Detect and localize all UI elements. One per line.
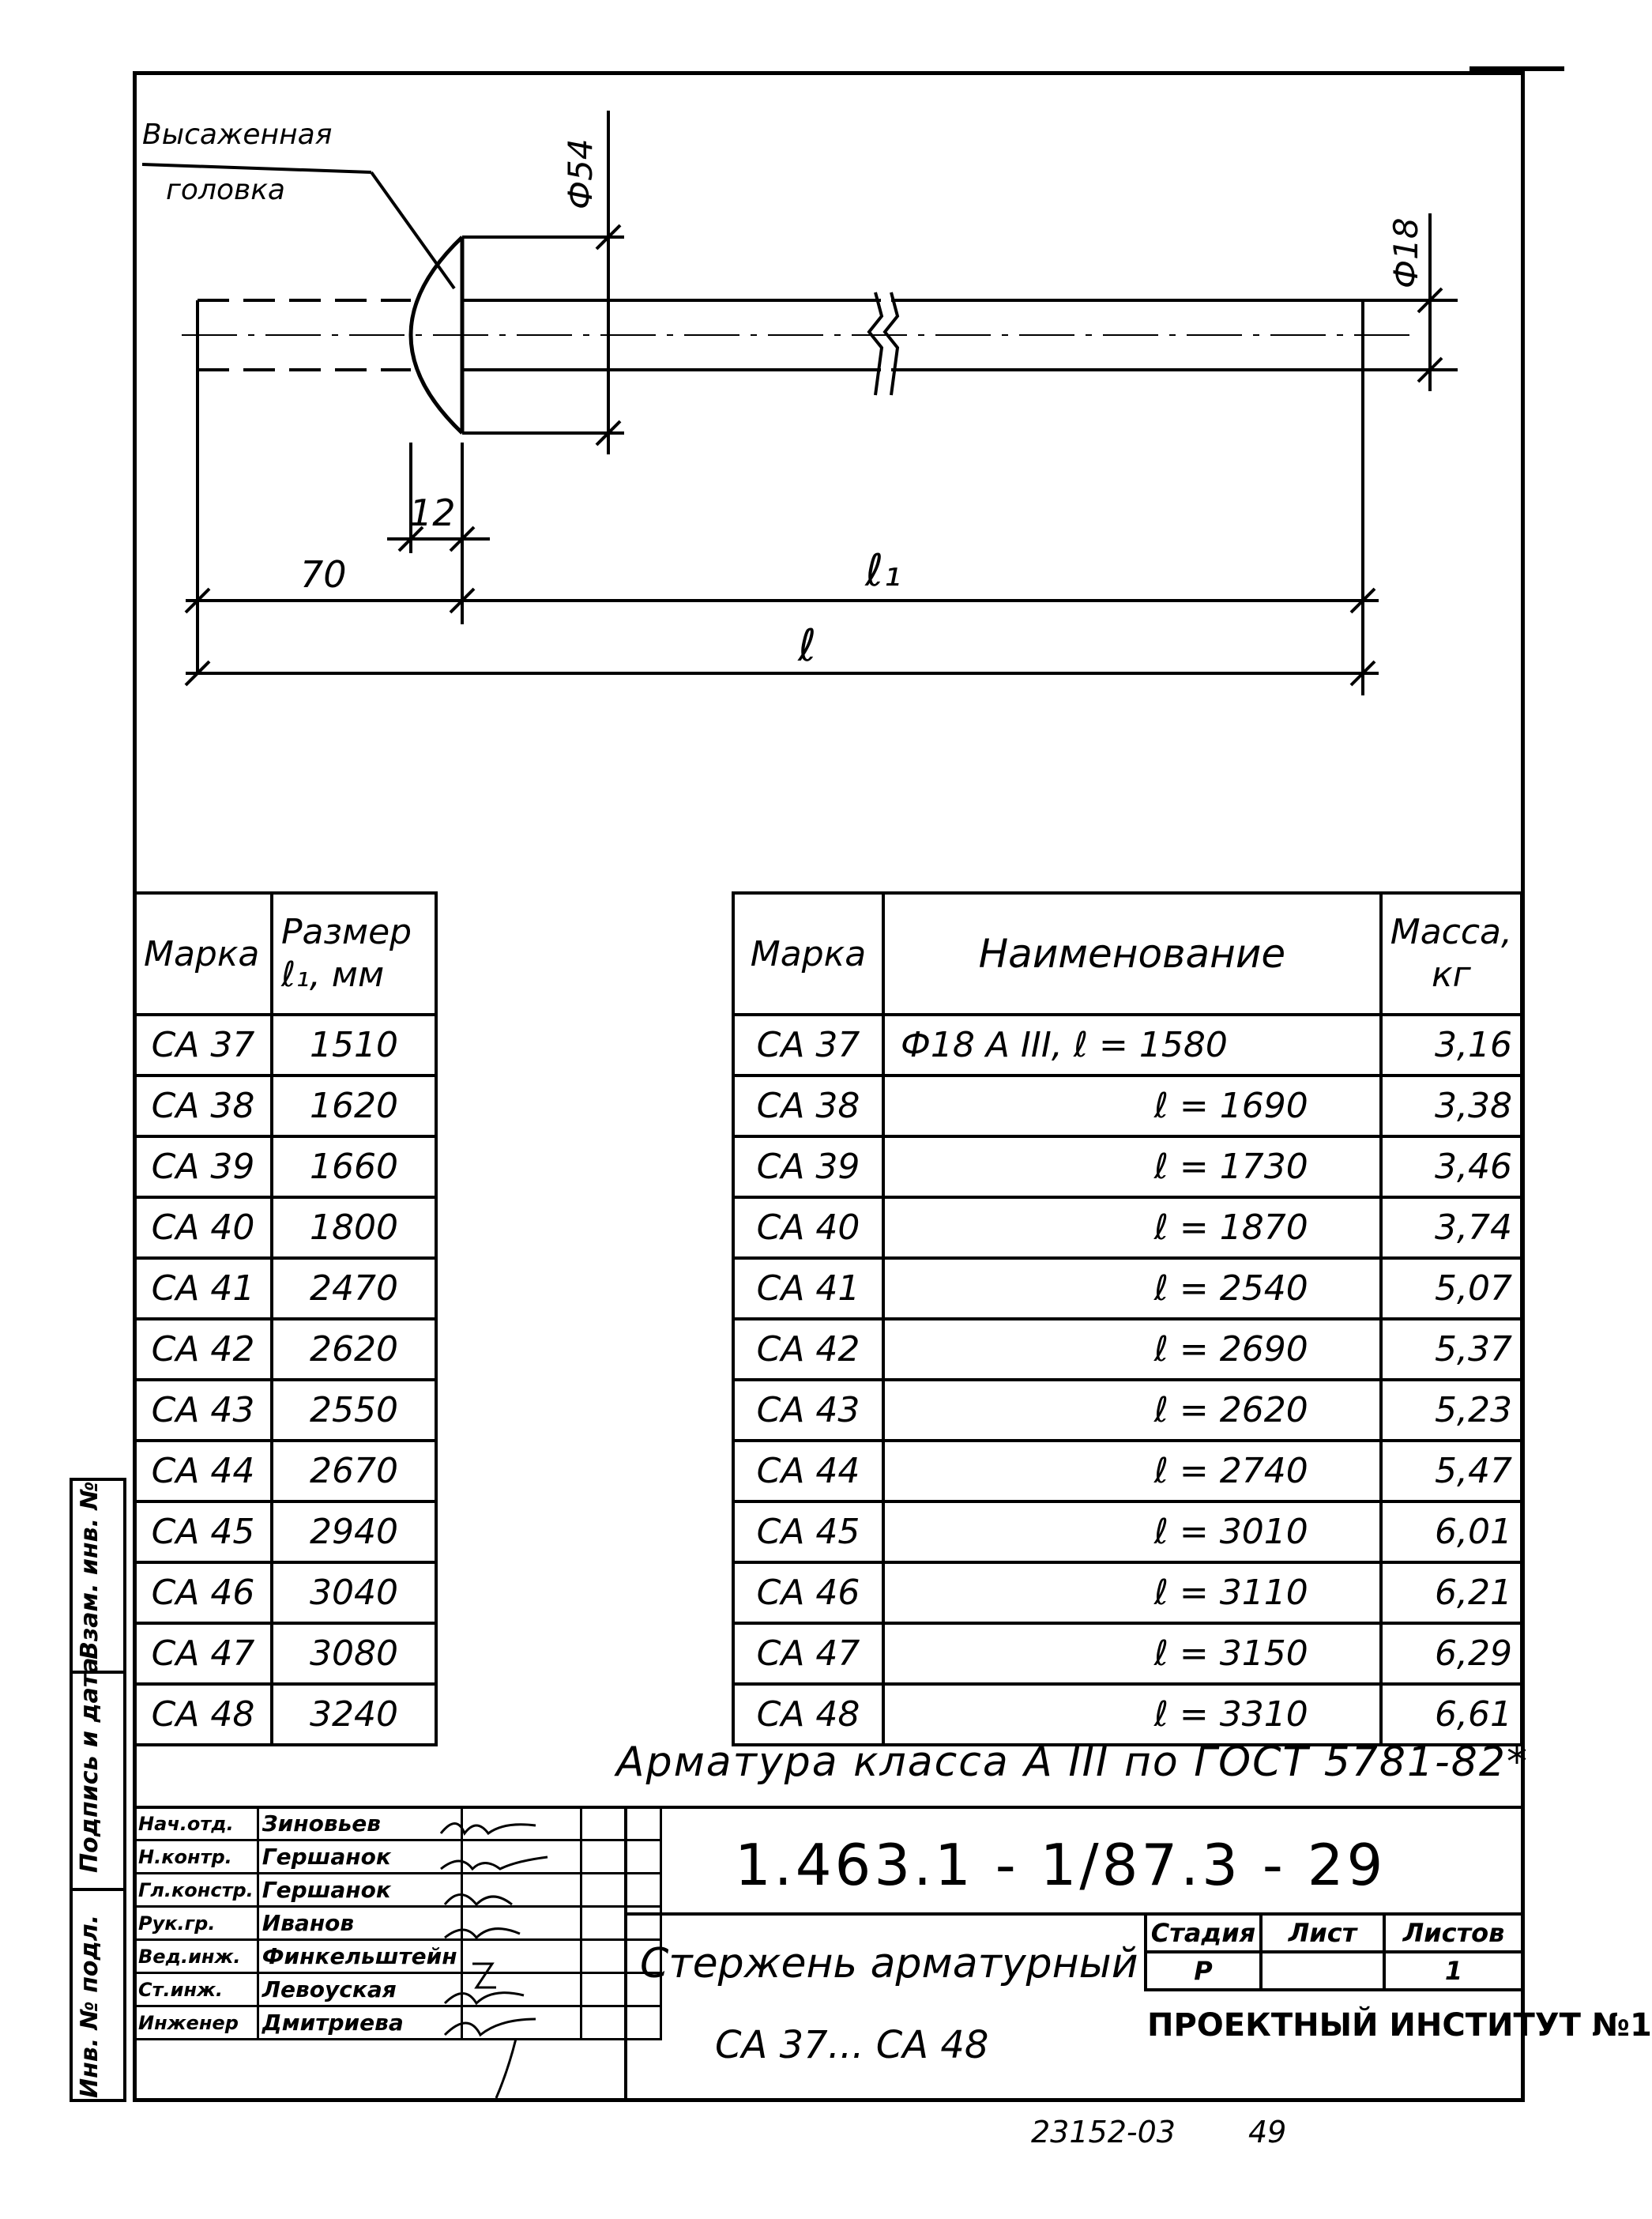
spec-mass: 3,38	[1381, 1076, 1522, 1136]
spec-mark: СА 39	[733, 1136, 883, 1197]
dim-head-diameter: Ф54	[561, 138, 600, 209]
size-table	[133, 891, 438, 1746]
stage-value: Р	[1146, 1952, 1261, 1990]
spec-mass: 6,21	[1381, 1562, 1522, 1623]
spec-name: ℓ = 3110	[883, 1562, 1381, 1623]
size-table-header-size: Размер ℓ₁, мм	[272, 893, 436, 1015]
table-row	[733, 1258, 1522, 1319]
spec-name: ℓ = 2540	[883, 1258, 1381, 1319]
size-value: 3080	[272, 1623, 436, 1684]
spec-mass: 6,29	[1381, 1623, 1522, 1684]
size-value: 1660	[272, 1136, 436, 1197]
size-mark: СА 45	[134, 1501, 272, 1562]
spec-name: ℓ = 3150	[883, 1623, 1381, 1684]
sheet-value	[1261, 1952, 1384, 1990]
table-row	[134, 1076, 436, 1136]
table-row	[733, 1380, 1522, 1441]
signature-table	[133, 1806, 662, 2040]
dim-bar-diameter: Ф18	[1387, 217, 1425, 288]
leader-label-line2: головка	[166, 174, 285, 206]
spec-mass: 6,61	[1381, 1684, 1522, 1745]
size-value: 2940	[272, 1501, 436, 1562]
size-value: 1800	[272, 1197, 436, 1258]
signature-name: Гершанок	[258, 1874, 461, 1907]
footer-number: 23152-03	[1031, 2115, 1176, 2149]
table-row	[733, 1562, 1522, 1623]
stage-table	[1144, 1912, 1525, 1991]
spec-mark: СА 46	[733, 1562, 883, 1623]
spec-mark: СА 38	[733, 1076, 883, 1136]
spec-mark: СА 48	[733, 1684, 883, 1745]
signature-name: Гершанок	[258, 1840, 461, 1874]
sheets-header: Листов	[1384, 1914, 1523, 1952]
margin-label-inventory: Инв. № подл.	[76, 1914, 103, 2098]
signature-row	[134, 2006, 661, 2040]
table-row	[134, 1623, 436, 1684]
size-mark: СА 40	[134, 1197, 272, 1258]
size-mark: СА 48	[134, 1684, 272, 1745]
margin-label-signature-date: Подпись и дата	[76, 1657, 103, 1873]
signature-name: Финкельштейн	[258, 1940, 461, 1973]
table-row	[733, 1136, 1522, 1197]
signature-name: Зиновьев	[258, 1807, 461, 1840]
spec-table-header-mass: Масса, кг	[1381, 893, 1522, 1015]
spec-mark: СА 43	[733, 1380, 883, 1441]
table-row	[134, 1501, 436, 1562]
size-value: 2550	[272, 1380, 436, 1441]
signature-row	[134, 1840, 661, 1874]
drawing-subtitle: СА 37... СА 48	[715, 2023, 989, 2067]
size-value: 2470	[272, 1258, 436, 1319]
spec-mark: СА 40	[733, 1197, 883, 1258]
size-value: 3240	[272, 1684, 436, 1745]
spec-name: ℓ = 3310	[883, 1684, 1381, 1745]
drawing-title: Стержень арматурный	[640, 1940, 1138, 1987]
table-row	[134, 1441, 436, 1501]
spec-name: ℓ = 2620	[883, 1380, 1381, 1441]
spec-mass: 3,46	[1381, 1136, 1522, 1197]
table-row	[134, 1015, 436, 1076]
size-mark: СА 47	[134, 1623, 272, 1684]
spec-mark: СА 45	[733, 1501, 883, 1562]
signature-row	[134, 1973, 661, 2006]
spec-name: ℓ = 1690	[883, 1076, 1381, 1136]
signature-role: Гл.констр.	[134, 1874, 258, 1907]
spec-mass: 5,47	[1381, 1441, 1522, 1501]
table-row	[733, 1197, 1522, 1258]
signature-row	[134, 1940, 661, 1973]
signature-role: Рук.гр.	[134, 1907, 258, 1940]
dim-offset-70: 70	[300, 553, 347, 596]
sheets-value: 1	[1384, 1952, 1523, 1990]
signature-role: Инженер	[134, 2006, 258, 2040]
stage-header: Стадия	[1146, 1914, 1261, 1952]
handwritten-signatures	[433, 1810, 559, 2102]
dim-l: ℓ	[798, 620, 817, 672]
size-value: 1620	[272, 1076, 436, 1136]
spec-mass: 5,37	[1381, 1319, 1522, 1380]
size-mark: СА 43	[134, 1380, 272, 1441]
size-value: 1510	[272, 1015, 436, 1076]
table-row	[134, 1380, 436, 1441]
document-code: 1.463.1 - 1/87.3 - 29	[735, 1832, 1387, 1898]
spec-table	[732, 891, 1523, 1746]
spec-table-header-name: Наименование	[883, 893, 1381, 1015]
table-row	[733, 1441, 1522, 1501]
signature-row	[134, 1874, 661, 1907]
spec-mass: 6,01	[1381, 1501, 1522, 1562]
table-row	[733, 1015, 1522, 1076]
sheet-header: Лист	[1261, 1914, 1384, 1952]
table-row	[134, 1562, 436, 1623]
spec-mark: СА 47	[733, 1623, 883, 1684]
size-mark: СА 37	[134, 1015, 272, 1076]
spec-mark: СА 37	[733, 1015, 883, 1076]
spec-name: ℓ = 2690	[883, 1319, 1381, 1380]
size-table-header-mark: Марка	[134, 893, 272, 1015]
dim-l1: ℓ₁	[865, 545, 901, 597]
dim-head-height: 12	[409, 492, 456, 534]
spec-mark: СА 41	[733, 1258, 883, 1319]
margin-label-replacement: Взам. инв. №	[76, 1481, 103, 1660]
table-row	[733, 1623, 1522, 1684]
size-mark: СА 44	[134, 1441, 272, 1501]
signature-row	[134, 1907, 661, 1940]
size-value: 2670	[272, 1441, 436, 1501]
spec-mark: СА 42	[733, 1319, 883, 1380]
table-row	[733, 1319, 1522, 1380]
signature-row	[134, 1807, 661, 1840]
signature-role: Ст.инж.	[134, 1973, 258, 2006]
table-row	[134, 1319, 436, 1380]
spec-mass: 3,74	[1381, 1197, 1522, 1258]
spec-mark: СА 44	[733, 1441, 883, 1501]
signature-date	[581, 1807, 660, 1840]
signature-name: Дмитриева	[258, 2006, 461, 2040]
size-mark: СА 38	[134, 1076, 272, 1136]
spec-name: Ф18 А III, ℓ = 1580	[883, 1015, 1381, 1076]
signature-role: Н.контр.	[134, 1840, 258, 1874]
signature-name: Иванов	[258, 1907, 461, 1940]
spec-mass: 5,07	[1381, 1258, 1522, 1319]
reinforcement-note: Арматура класса А III по ГОСТ 5781-82*	[616, 1739, 1529, 1786]
spec-table-header-mark: Марка	[733, 893, 883, 1015]
signature-date	[581, 1840, 660, 1874]
signature-role: Нач.отд.	[134, 1807, 258, 1840]
size-mark: СА 46	[134, 1562, 272, 1623]
table-row	[733, 1501, 1522, 1562]
signature-date	[581, 1874, 660, 1907]
table-row	[733, 1076, 1522, 1136]
footer-page: 49	[1248, 2115, 1287, 2149]
table-row	[733, 1684, 1522, 1745]
signature-name: Левоуская	[258, 1973, 461, 2006]
signature-role: Вед.инж.	[134, 1940, 258, 1973]
spec-name: ℓ = 2740	[883, 1441, 1381, 1501]
size-mark: СА 42	[134, 1319, 272, 1380]
size-value: 2620	[272, 1319, 436, 1380]
table-row	[134, 1258, 436, 1319]
table-row	[134, 1684, 436, 1745]
organization-name: ПРОЕКТНЫЙ ИНСТИТУТ №1	[1147, 2007, 1652, 2044]
table-row	[134, 1197, 436, 1258]
spec-name: ℓ = 1870	[883, 1197, 1381, 1258]
spec-name: ℓ = 1730	[883, 1136, 1381, 1197]
title-block-divider	[624, 1806, 627, 1912]
spec-mass: 5,23	[1381, 1380, 1522, 1441]
spec-mass: 3,16	[1381, 1015, 1522, 1076]
size-mark: СА 41	[134, 1258, 272, 1319]
size-mark: СА 39	[134, 1136, 272, 1197]
leader-label-line1: Высаженная	[142, 119, 333, 151]
size-value: 3040	[272, 1562, 436, 1623]
spec-name: ℓ = 3010	[883, 1501, 1381, 1562]
table-row	[134, 1136, 436, 1197]
